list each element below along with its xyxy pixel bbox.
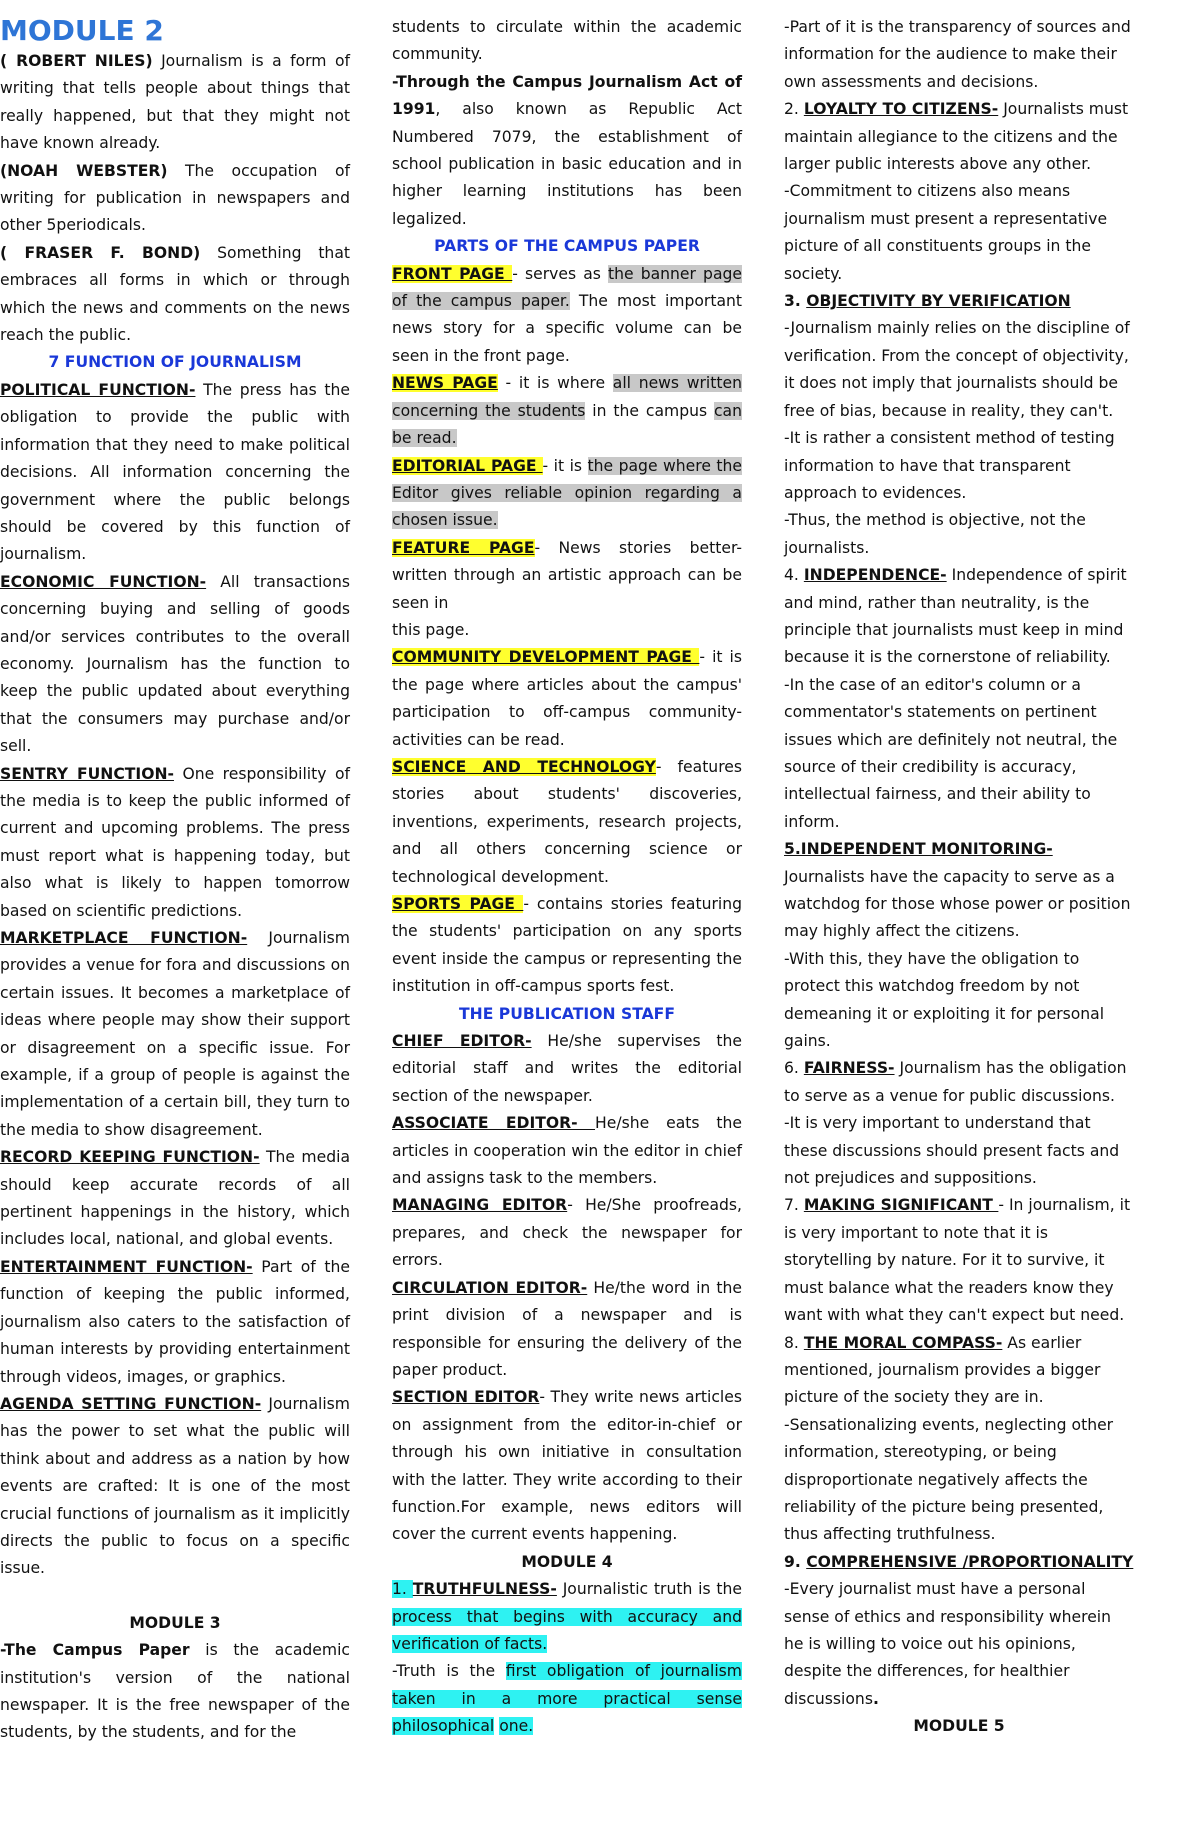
principle-text: Independence of spirit and mind, rather than neutrality, is the principle that journalists must keep in mind because it is the cornerstone of reliability.: [784, 566, 1127, 667]
moral-compass-text: -Sensationalizing events, neglecting other information, stereotyping, or being disproportionate negatively affects the reliability of the picture being presented, thus affecting truthfulness.: [784, 1415, 1114, 1544]
part-title: COMMUNITY DEVELOPMENT PAGE: [392, 648, 700, 667]
definition-text: Something that embraces all forms in which or through which the news and comments on the news reach the public.: [0, 243, 350, 345]
author-name: ( ROBERT NILES): [0, 52, 153, 70]
highlighted-text: first obligation of journalism taken in a more practical sense philosophical: [392, 1662, 742, 1736]
part-title: SCIENCE AND TECHNOLOGY: [392, 757, 656, 776]
staff-chief-editor: [392, 1028, 742, 1110]
objectivity-text-3: -Thus, the method is objective, not the journalists.: [784, 511, 1086, 557]
highlighted-text: can be read.: [392, 401, 742, 448]
principle-text: Journalistic truth is the: [556, 1580, 742, 1599]
part-community-page: [392, 644, 742, 754]
item-number: 7.: [784, 1196, 804, 1215]
function-title: RECORD KEEPING FUNCTION-: [0, 1148, 260, 1167]
staff-heading: THE PUBLICATION STAFF: [459, 1004, 675, 1023]
highlighted-text: the banner page of the campus paper.: [392, 264, 742, 311]
principle-text: -Every journalist must have a personal sense of ethics and responsibility wherein he is willing to voice out his opinions, despite the differences, for healthier discussions: [784, 1580, 1112, 1708]
part-text: The most important news story for a specific volume can be seen in the front page.: [392, 292, 742, 365]
staff-circulation-editor: [392, 1275, 742, 1385]
campus-journalism-act: [392, 69, 742, 233]
function-text: Part of the function of keeping the public informed, journalism also caters to the satisfaction of human interests by providing entertainment through videos, images, or graphics.: [0, 1257, 350, 1386]
part-text: - features stories about students' discoveries, inventions, experiments, research projects, and all others concerning science or technological development.: [392, 757, 742, 886]
part-title: EDITORIAL PAGE: [392, 456, 543, 475]
column-3: [784, 14, 1134, 1741]
part-feature-continued: this page.: [392, 620, 470, 639]
module-2-heading: MODULE 2: [0, 14, 164, 47]
function-title: POLITICAL FUNCTION-: [0, 380, 196, 399]
principle-independence: [784, 562, 1134, 672]
campus-paper-definition: [0, 1637, 350, 1747]
principle-loyalty: [784, 96, 1134, 178]
function-title: SENTRY FUNCTION-: [0, 764, 174, 783]
part-title: SPORTS PAGE: [392, 895, 524, 913]
part-text: - it is the page where articles about the campus' participation to off-campus community-activities can be read.: [392, 648, 742, 749]
function-marketplace: [0, 925, 350, 1144]
highlighted-text: one.: [499, 1717, 534, 1736]
author-name: (NOAH WEBSTER): [0, 161, 168, 180]
campus-paper-continued: students to circulate within the academic community.: [392, 18, 742, 64]
principle-title: TRUTHFULNESS-: [412, 1580, 557, 1599]
item-number: 2.: [784, 100, 804, 119]
staff-title: ASSOCIATE EDITOR-: [392, 1114, 596, 1133]
module-3-heading: MODULE 3: [129, 1613, 221, 1632]
part-text: - it is: [542, 456, 588, 475]
definition-text: Journalism is a form of writing that tells people about things that really happened, but that they might not have known already.: [0, 52, 351, 153]
function-record-keeping: [0, 1144, 350, 1254]
functions-heading: 7 FUNCTION OF JOURNALISM: [48, 353, 302, 372]
principle-title: COMPREHENSIVE /PROPORTIONALITY: [806, 1552, 1134, 1571]
function-entertainment: [0, 1254, 350, 1391]
staff-text: - They write news articles on assignment from the editor-in-chief or through his own initiative in consultation with the latter. They write according to their function.For example, news editors will cover the current events happening.: [392, 1388, 742, 1544]
function-text: Journalism has the power to set what the public will think about and address as a nation by how events are crafted: It is one of the most crucial functions of journalism as it implicitly directs the public to focus on a specific issue.: [0, 1394, 350, 1578]
definition-text: is the academic institution's version of the national newspaper. It is the free newspaper of the students, by the students, and for the: [0, 1641, 350, 1742]
author-name: ( FRASER F. BOND): [0, 243, 201, 262]
comprehensive-text: [784, 1576, 1134, 1713]
principle-title: INDEPENDENCE-: [803, 566, 947, 585]
truth-first-obligation: [392, 1658, 742, 1740]
principle-significant: [784, 1192, 1134, 1329]
staff-section-editor: [392, 1384, 742, 1548]
term: -The Campus Paper: [0, 1641, 190, 1660]
item-number: 1.: [392, 1580, 413, 1599]
module-5-heading: MODULE 5: [913, 1717, 1005, 1736]
definition-noah-webster: [0, 158, 350, 240]
staff-managing-editor: [392, 1192, 742, 1274]
item-number: 3.: [784, 292, 807, 311]
principle-text: As earlier mentioned, journalism provides a bigger picture of the society they are in.: [784, 1333, 1101, 1407]
period: .: [872, 1689, 879, 1708]
act-text: , also known as Republic Act Numbered 7079, the establishment of school publication in basic education and in higher learning institutions has been legalized.: [392, 100, 742, 228]
principle-truthfulness: [392, 1576, 742, 1658]
monitoring-text-2: -With this, they have the obligation to protect this watchdog freedom by not demeaning it or exploiting it for personal gains.: [784, 949, 1105, 1051]
principle-title: MAKING SIGNIFICANT: [803, 1196, 999, 1215]
principle-title: FAIRNESS-: [803, 1059, 895, 1078]
definition-text: The occupation of writing for publication in newspapers and other 5periodicals.: [0, 161, 350, 235]
definition-robert-niles: [0, 48, 350, 158]
function-text: Journalism provides a venue for fora and discussions on certain issues. It becomes a marketplace of ideas where people may show their support or disagreement on a specific issue. For example, if a group of people is against the implementation of a certain bill, they turn to the media to show disagreement.: [0, 929, 350, 1139]
highlighted-text: process that begins with accuracy and verification of facts.: [392, 1607, 742, 1653]
staff-title: CHIEF EDITOR-: [392, 1032, 532, 1051]
function-agenda-setting: [0, 1391, 350, 1583]
part-front-page: [392, 261, 742, 371]
function-text: The press has the obligation to provide the public with information that they need to make political decisions. All information concerning the government where the public belongs should be covered by this function of journalism.: [0, 380, 350, 564]
part-news-page: [392, 370, 742, 452]
principle-text: -Truth is the: [392, 1662, 506, 1681]
function-economic: [0, 569, 350, 761]
commitment-text: -Commitment to citizens also means journalism must present a representative picture of all constituents groups in the society.: [784, 182, 1108, 283]
part-editorial-page: [392, 453, 742, 535]
part-title: FEATURE PAGE: [392, 538, 535, 557]
principle-comprehensive: [784, 1549, 1134, 1576]
part-title: FRONT PAGE: [392, 264, 513, 283]
principle-moral-compass: [784, 1330, 1134, 1412]
principle-fairness: [784, 1055, 1134, 1110]
part-text: in the campus: [585, 401, 714, 420]
part-science-page: [392, 754, 742, 891]
principle-title: OBJECTIVITY BY VERIFICATION: [806, 292, 1071, 311]
function-title: ECONOMIC FUNCTION-: [0, 572, 207, 591]
staff-associate-editor: [392, 1110, 742, 1192]
staff-title: CIRCULATION EDITOR-: [392, 1278, 588, 1297]
part-title: NEWS PAGE: [392, 374, 498, 393]
principle-monitoring-title: [784, 836, 1134, 863]
part-text: - serves as: [512, 264, 609, 283]
principle-objectivity: [784, 288, 1134, 315]
staff-text: He/she eats the articles in cooperation win the editor in chief and assigns task to the members.: [392, 1114, 742, 1188]
staff-title: MANAGING EDITOR: [392, 1196, 568, 1215]
monitoring-text-1: Journalists have the capacity to serve as a watchdog for those whose power or position may highly affect the citizens.: [784, 867, 1131, 941]
function-title: AGENDA SETTING FUNCTION-: [0, 1394, 262, 1413]
spacer: [0, 1583, 350, 1610]
independence-text: -In the case of an editor's column or a commentator's statements on pertinent issues which are definitely not neutral, the source of their credibility is accuracy, intellectual fairness, and their ability to inform.: [784, 675, 1118, 831]
staff-title: SECTION EDITOR: [392, 1388, 540, 1407]
principle-text: Journalism has the obligation to serve as a venue for public discussions.: [784, 1059, 1127, 1105]
highlighted-text: all news written concerning the students: [392, 374, 742, 420]
function-title: ENTERTAINMENT FUNCTION-: [0, 1257, 253, 1276]
principle-text: - In journalism, it is very important to note that it is storytelling by nature. For it to survive, it must balance what the readers know they want with what they can't expect but need.: [784, 1196, 1131, 1325]
objectivity-text-1: -Journalism mainly relies on the discipline of verification. From the concept of objectivity, it does not imply that journalists should be free of bias, because in reality, they can't.: [784, 319, 1130, 420]
column-2: [392, 14, 742, 1741]
module-4-heading: MODULE 4: [521, 1552, 613, 1571]
part-text: - News stories better-written through an artistic approach can be seen in: [392, 538, 742, 612]
item-number: 4.: [784, 566, 804, 585]
principle-text: Journalists must maintain allegiance to the citizens and the larger public interests above any other.: [784, 100, 1129, 174]
definition-fraser-bond: [0, 240, 350, 350]
item-number: 9.: [784, 1552, 807, 1571]
fairness-text: -It is very important to understand that these discussions should present facts and not prejudices and suppositions.: [784, 1114, 1120, 1188]
function-text: All transactions concerning buying and selling of goods and/or services contributes to the overall economy. Journalism has the function to keep the public updated about everything that the consumers may purchase and/or sell.: [0, 572, 350, 756]
item-number: 8.: [784, 1333, 804, 1352]
function-text: The media should keep accurate records of all pertinent happenings in the history, which includes local, national, and global events.: [0, 1148, 350, 1249]
part-sports-page: [392, 891, 742, 1001]
principle-title: LOYALTY TO CITIZENS-: [803, 100, 999, 119]
part-text: - contains stories featuring the students' participation on any sports event inside the campus or representing the institution in off-campus sports fest.: [392, 895, 742, 996]
column-1: [0, 14, 350, 1747]
staff-text: He/the word in the print division of a newspaper and is responsible for ensuring the delivery of the paper product.: [392, 1278, 742, 1379]
transparency-text: -Part of it is the transparency of sources and information for the audience to make their own assessments and decisions.: [784, 18, 1131, 91]
parts-heading: PARTS OF THE CAMPUS PAPER: [434, 237, 700, 256]
objectivity-text-2: -It is rather a consistent method of testing information to have that transparent approach to evidences.: [784, 429, 1115, 502]
principle-title: 5.INDEPENDENT MONITORING-: [784, 840, 1053, 859]
highlighted-text: the page where the Editor gives reliable opinion regarding a chosen issue.: [392, 456, 742, 530]
staff-text: - He/She proofreads, prepares, and check the newspaper for errors.: [392, 1196, 742, 1270]
function-sentry: [0, 761, 350, 925]
term: -Through the Campus Journalism Act of 1991: [392, 72, 742, 119]
part-feature-page: [392, 535, 742, 617]
function-title: MARKETPLACE FUNCTION-: [0, 929, 248, 947]
item-number: 6.: [784, 1059, 804, 1078]
part-text: - it is where: [497, 374, 613, 393]
principle-title: THE MORAL COMPASS-: [803, 1333, 1003, 1352]
function-text: One responsibility of the media is to keep the public informed of current and upcoming problems. The press must report what is happening today, but also what is likely to happen tomorrow based on scientific predictions.: [0, 764, 350, 920]
function-political: [0, 377, 350, 569]
staff-text: He/she supervises the editorial staff and writes the editorial section of the newspaper.: [392, 1032, 742, 1105]
